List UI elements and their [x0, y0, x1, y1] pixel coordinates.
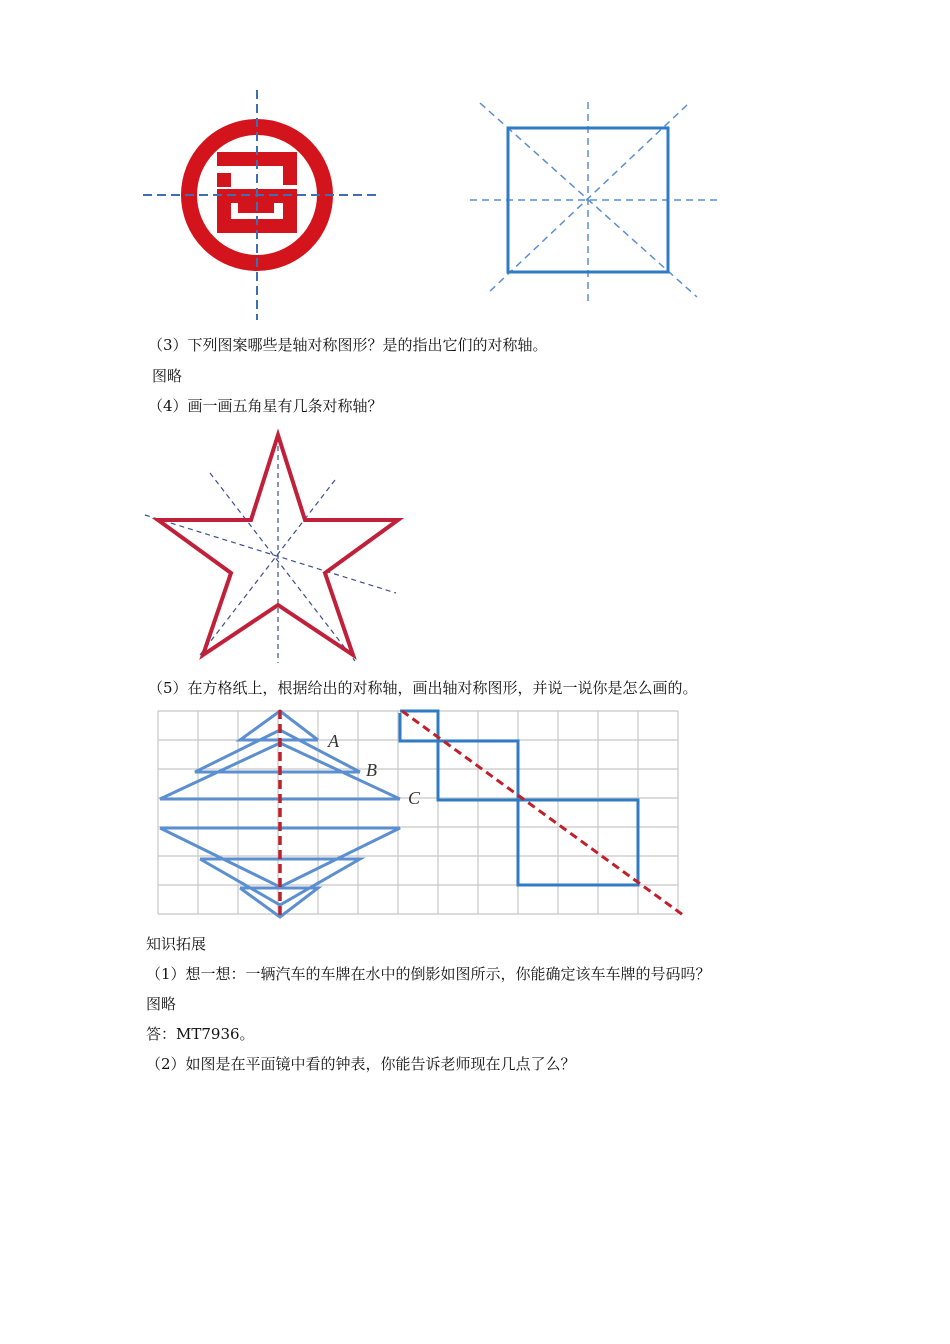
- label-a: A: [328, 731, 339, 751]
- extension-2: （2）如图是在平面镜中看的钟表，你能告诉老师现在几点了么？: [146, 1055, 576, 1073]
- extension-1-answer: 答：MT7936。: [146, 1025, 255, 1043]
- question-5: （5）在方格纸上，根据给出的对称轴，画出轴对称图形，并说一说你是怎么画的。: [148, 679, 698, 697]
- star-figure: [140, 425, 410, 670]
- question-3: （3）下列图案哪些是轴对称图形？是的指出它们的对称轴。: [148, 336, 548, 354]
- grid-paper-figure: [150, 705, 695, 925]
- label-c: C: [408, 788, 421, 808]
- bank-logo-figure: [140, 85, 385, 325]
- section-title: 知识拓展: [146, 935, 207, 953]
- label-b: B: [366, 760, 377, 780]
- extension-1-figure: 图略: [146, 995, 177, 1013]
- question-3-answer: 图略: [152, 367, 183, 385]
- extension-1: （1）想一想：一辆汽车的车牌在水中的倒影如图所示，你能确定该车车牌的号码吗？: [146, 965, 711, 983]
- question-4: （4）画一画五角星有几条对称轴？: [148, 397, 383, 415]
- square-figure: [465, 100, 725, 310]
